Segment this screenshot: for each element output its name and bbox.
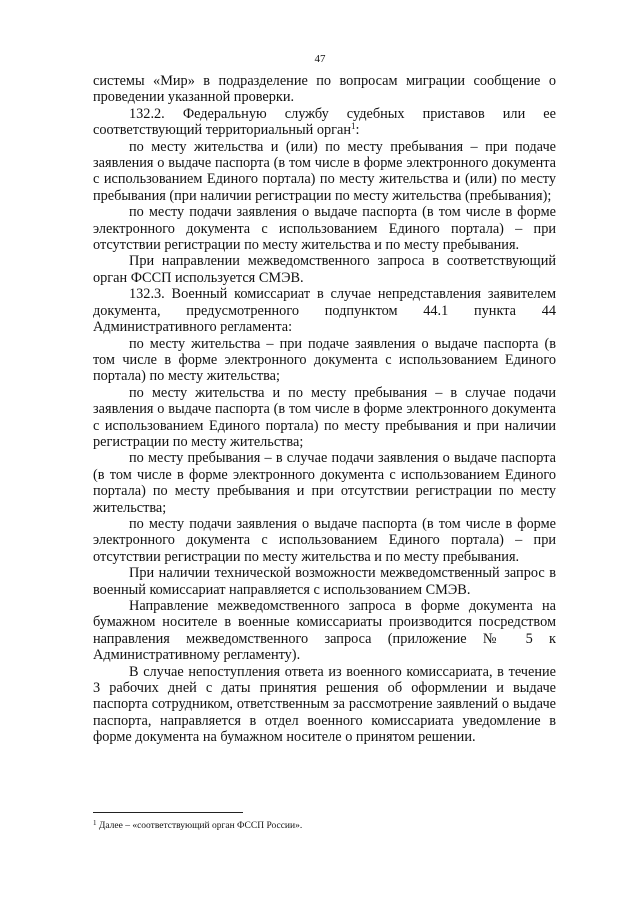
paragraph: по месту подачи заявления о выдаче паспорта (в том числе в форме электронного документа с использованием Единого портала) – при отсутствии регистрации по месту жительства и по месту пребывания. <box>93 515 556 565</box>
page-number: 47 <box>314 53 326 65</box>
paragraph: по месту подачи заявления о выдаче паспорта (в том числе в форме электронного документа с использованием Единого портала) – при отсутствии регистрации по месту жительства и по месту пребывания. <box>93 204 556 254</box>
paragraph: по месту жительства и по месту пребывания – в случае подачи заявления о выдаче паспорта (в том числе в форме электронного документа с использованием Единого портала) по месту пребывания и при наличии регистрации по месту жительства; <box>93 384 556 450</box>
paragraph: по месту жительства – при подаче заявления о выдаче паспорта (в том числе в форме электронного документа с использованием Единого портала) по месту жительства; <box>93 335 556 385</box>
paragraph: системы «Мир» в подразделение по вопросам миграции сообщение о проведении указанной проверки. <box>93 73 556 106</box>
paragraph: При наличии технической возможности межведомственный запрос в военный комиссариат направляется с использованием СМЭВ. <box>93 565 556 598</box>
footnote-marker: 1 <box>93 819 97 827</box>
paragraph: по месту жительства и (или) по месту пребывания – при подаче заявления о выдаче паспорта (в том числе в форме электронного документа с использованием Единого портала) по месту жительства и (или) по месту пребывания (при наличии регистрации по месту жительства (пребывания); <box>93 138 556 204</box>
footnote-text: Далее – «соответствующий орган ФССП России». <box>98 821 303 831</box>
paragraph-text-tail: : <box>355 122 360 139</box>
footnote-divider <box>93 812 243 813</box>
paragraph: При направлении межведомственного запроса в соответствующий орган ФССП используется СМЭВ. <box>93 253 556 286</box>
footnote-reference: 1 <box>351 121 356 132</box>
paragraph: по месту пребывания – в случае подачи заявления о выдаче паспорта (в том числе в форме электронного документа с использованием Единого портала) по месту пребывания и при отсутствии регистрации по месту жительства; <box>93 450 556 516</box>
paragraph: 132.3. Военный комиссариат в случае непредставления заявителем документа, предусмотренного подпунктом 44.1 пункта 44 Административного регламента: <box>93 286 556 336</box>
body-text <box>93 73 556 746</box>
paragraph-text: 132.2. Федеральную службу судебных приставов или ее соответствующий территориальный орган <box>93 105 556 139</box>
footnote <box>93 820 556 832</box>
paragraph <box>93 106 556 139</box>
paragraph: Направление межведомственного запроса в форме документа на бумажном носителе в военные комиссариаты производится посредством направления межведомственного запроса (приложение № 5 к Административному регламенту). <box>93 598 556 664</box>
paragraph: В случае непоступления ответа из военного комиссариата, в течение 3 рабочих дней с даты принятия решения об оформлении и выдаче паспорта сотрудником, ответственным за рассмотрение заявлений о выдаче паспорта, направляется в отдел военного комиссариата уведомление в форме документа на бумажном носителе о принятом решении. <box>93 663 556 746</box>
